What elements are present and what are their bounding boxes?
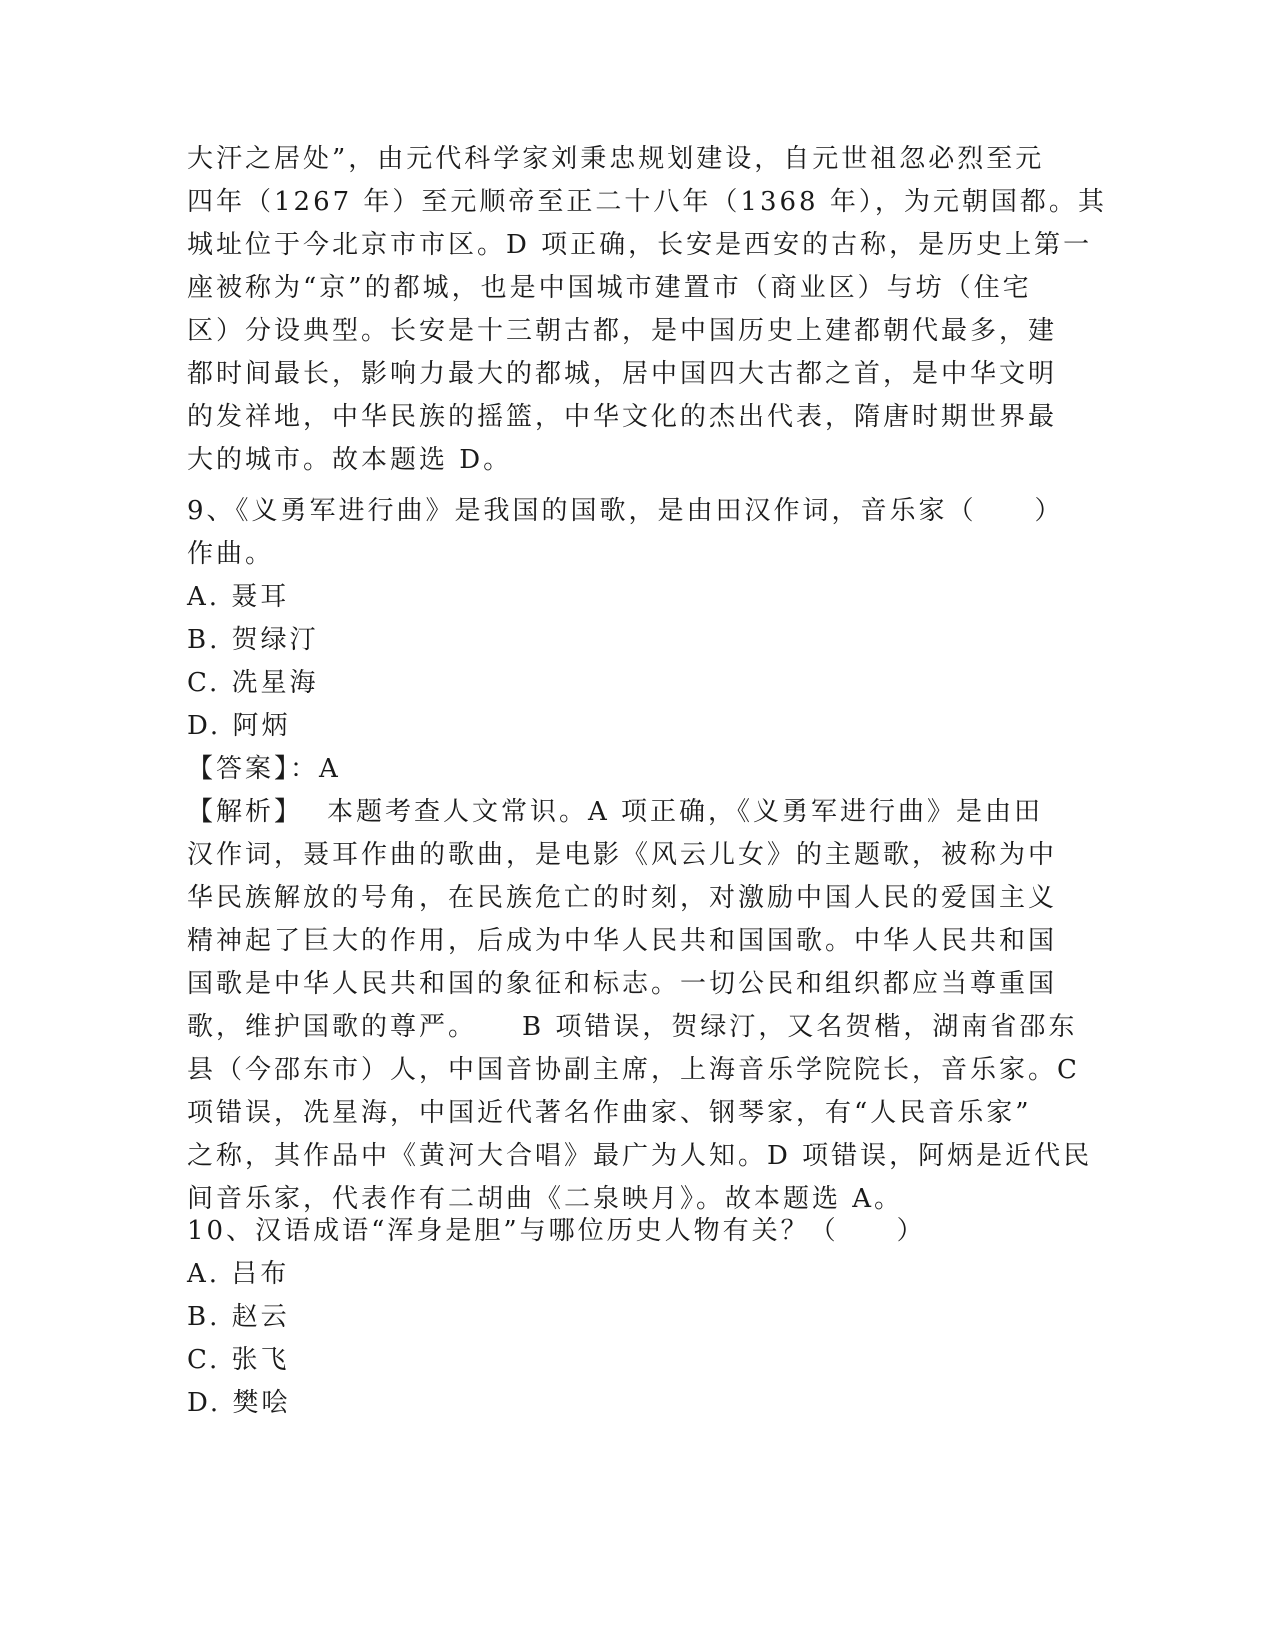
analysis-line: 项错误，冼星海，中国近代著名作曲家、钢琴家，有“人民音乐家” [187, 1098, 1032, 1128]
question-text: 10、汉语成语“浑身是胆”与哪位历史人物有关？（ ） [187, 1216, 926, 1246]
question-text: 作曲。 [187, 539, 275, 569]
analysis-text: 本题考查人文常识。A 项正确，《义勇军进行曲》是由田 [327, 797, 1044, 827]
text-line: 的发祥地，中华民族的摇篮，中华文化的杰出代表，隋唐时期世界最 [187, 402, 1058, 432]
analysis-first-line [187, 791, 1077, 834]
answer-value: A [319, 754, 341, 784]
analysis-line: 歌，维护国歌的尊严。 B 项错误，贺绿汀，又名贺楷，湖南省邵东 [187, 1012, 1078, 1042]
option-c: C. 张飞 [187, 1345, 290, 1375]
option-d: D. 樊哙 [187, 1388, 291, 1418]
question-10 [187, 1210, 1077, 1425]
text-line: 区）分设典型。长安是十三朝古都，是中国历史上建都朝代最多，建 [187, 316, 1058, 346]
option-c: C. 冼星海 [187, 668, 319, 698]
prev-explanation [187, 138, 1107, 482]
text-line: 大汗之居处”，由元代科学家刘秉忠规划建设，自元世祖忽必烈至元 [187, 144, 1045, 174]
analysis-line: 华民族解放的号角，在民族危亡的时刻，对激励中国人民的爱国主义 [187, 883, 1058, 913]
analysis-line: 间音乐家，代表作有二胡曲《二泉映月》。故本题选 A。 [187, 1184, 904, 1214]
option-b: B. 贺绿汀 [187, 625, 319, 655]
text-line: 座被称为“京”的都城，也是中国城市建置市（商业区）与坊（住宅 [187, 273, 1032, 303]
analysis-line: 精神起了巨大的作用，后成为中华人民共和国国歌。中华人民共和国 [187, 926, 1058, 956]
answer-line [187, 748, 1077, 791]
analysis-line: 之称，其作品中《黄河大合唱》最广为人知。D 项错误，阿炳是近代民 [187, 1141, 1093, 1171]
text-line: 城址位于今北京市市区。D 项正确，长安是西安的古称，是历史上第一 [187, 230, 1093, 260]
text-line: 大的城市。故本题选 D。 [187, 445, 513, 475]
option-a: A. 聂耳 [187, 582, 290, 612]
analysis-line: 汉作词，聂耳作曲的歌曲，是电影《风云儿女》的主题歌，被称为中 [187, 840, 1058, 870]
question-text: 9、《义勇军进行曲》是我国的国歌，是由田汉作词，音乐家（ ） [187, 496, 1064, 526]
analysis-line: 县（今邵东市）人，中国音协副主席，上海音乐学院院长，音乐家。C [187, 1055, 1080, 1085]
option-d: D. 阿炳 [187, 711, 291, 741]
text-line: 四年（1267 年）至元顺帝至正二十八年（1368 年），为元朝国都。其 [187, 187, 1107, 217]
answer-label: 【答案】： [187, 754, 320, 784]
text-line: 都时间最长，影响力最大的都城，居中国四大古都之首，是中华文明 [187, 359, 1058, 389]
question-9 [187, 490, 1093, 1221]
analysis-line: 国歌是中华人民共和国的象征和标志。一切公民和组织都应当尊重国 [187, 969, 1058, 999]
option-b: B. 赵云 [187, 1302, 290, 1332]
option-a: A. 吕布 [187, 1259, 290, 1289]
analysis-label: 【解析】 [187, 797, 304, 827]
